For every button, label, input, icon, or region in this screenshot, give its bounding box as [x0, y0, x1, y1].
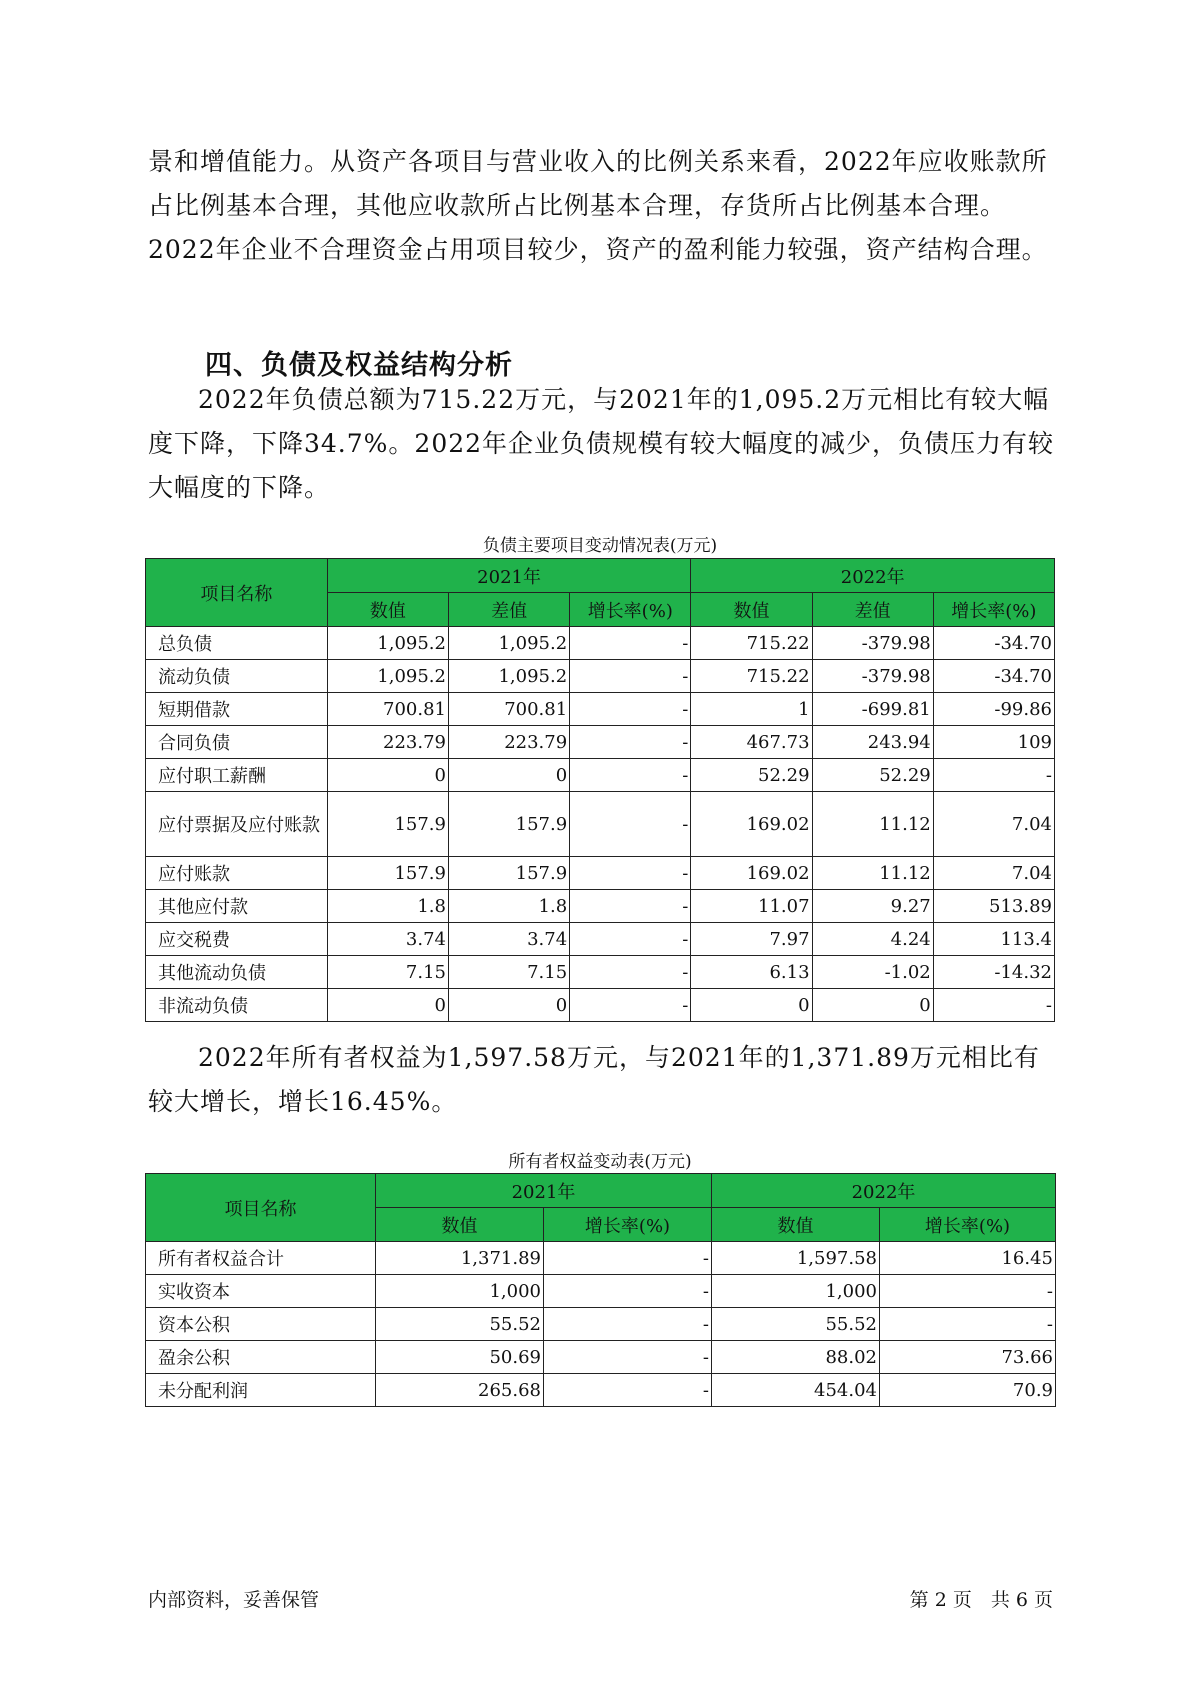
- row-label: 所有者权益合计: [146, 1242, 376, 1275]
- table-cell-g21: -: [544, 1242, 712, 1275]
- row-label: 流动负债: [146, 660, 328, 693]
- table-cell-d21: 1.8: [448, 890, 569, 923]
- table-cell-g21: -: [544, 1308, 712, 1341]
- table-row: [146, 1341, 1056, 1374]
- table-cell-v22: 169.02: [691, 792, 812, 857]
- table-cell-v22: 52.29: [691, 759, 812, 792]
- equity-header-growth-2021: 增长率(%): [544, 1208, 712, 1242]
- table-cell-g21: -: [570, 726, 691, 759]
- row-label: 其他流动负债: [146, 956, 328, 989]
- equity-header-growth-2022: 增长率(%): [880, 1208, 1056, 1242]
- header-diff-2021: 差值: [448, 593, 569, 627]
- table-row: [146, 627, 1055, 660]
- header-growth-2021: 增长率(%): [570, 593, 691, 627]
- header-growth-2022: 增长率(%): [933, 593, 1054, 627]
- row-label: 非流动负债: [146, 989, 328, 1022]
- table-cell-g22: -: [933, 989, 1054, 1022]
- table-cell-g21: -: [570, 693, 691, 726]
- table-cell-d22: -699.81: [812, 693, 933, 726]
- table-row: [146, 857, 1055, 890]
- table-cell-v22: 715.22: [691, 627, 812, 660]
- row-label: 总负债: [146, 627, 328, 660]
- table-cell-v21: 1,095.2: [327, 660, 448, 693]
- table-cell-d22: -379.98: [812, 627, 933, 660]
- table-cell-d22: 52.29: [812, 759, 933, 792]
- table-row: [146, 792, 1055, 857]
- table-row: [146, 923, 1055, 956]
- row-label: 资本公积: [146, 1308, 376, 1341]
- table-cell-v22: 7.97: [691, 923, 812, 956]
- table-cell-g22: 113.4: [933, 923, 1054, 956]
- table-row: [146, 759, 1055, 792]
- table-cell-d22: 9.27: [812, 890, 933, 923]
- table-row: [146, 660, 1055, 693]
- table-cell-v21: 1.8: [327, 890, 448, 923]
- row-label: 盈余公积: [146, 1341, 376, 1374]
- table-cell-d22: -1.02: [812, 956, 933, 989]
- section-heading: 四、负债及权益结构分析: [205, 350, 513, 381]
- row-label: 短期借款: [146, 693, 328, 726]
- table-row: [146, 1374, 1056, 1407]
- table-cell-g21: -: [544, 1275, 712, 1308]
- header-year-2021: 2021年: [327, 559, 691, 593]
- equity-table-caption: 所有者权益变动表(万元): [508, 1152, 692, 1172]
- table-cell-g21: -: [570, 759, 691, 792]
- table-cell-d22: 11.12: [812, 857, 933, 890]
- row-label: 合同负债: [146, 726, 328, 759]
- table-cell-g22: -14.32: [933, 956, 1054, 989]
- table-cell-v21: 223.79: [327, 726, 448, 759]
- liability-table-caption: 负债主要项目变动情况表(万元): [482, 536, 718, 556]
- table-cell-g22: -34.70: [933, 660, 1054, 693]
- table-cell-v21: 157.9: [327, 857, 448, 890]
- table-cell-g22: 73.66: [880, 1341, 1056, 1374]
- table-cell-d22: 4.24: [812, 923, 933, 956]
- table-cell-g21: -: [570, 890, 691, 923]
- table-cell-v21: 1,095.2: [327, 627, 448, 660]
- table-cell-v21: 50.69: [376, 1341, 544, 1374]
- table-cell-v22: 454.04: [712, 1374, 880, 1407]
- liability-table: [145, 558, 1055, 1022]
- table-cell-v21: 3.74: [327, 923, 448, 956]
- table-cell-v22: 1,000: [712, 1275, 880, 1308]
- header-item-name: 项目名称: [146, 559, 328, 627]
- table-row: [146, 726, 1055, 759]
- table-cell-d22: 243.94: [812, 726, 933, 759]
- table-cell-v21: 265.68: [376, 1374, 544, 1407]
- table-cell-d21: 3.74: [448, 923, 569, 956]
- table-row: [146, 693, 1055, 726]
- header-year-2022: 2022年: [691, 559, 1055, 593]
- table-cell-d21: 157.9: [448, 857, 569, 890]
- table-cell-g22: 7.04: [933, 857, 1054, 890]
- table-row: [146, 1308, 1056, 1341]
- table-cell-g21: -: [570, 792, 691, 857]
- table-cell-v22: 6.13: [691, 956, 812, 989]
- table-cell-d21: 1,095.2: [448, 660, 569, 693]
- table-row: [146, 890, 1055, 923]
- row-label: 实收资本: [146, 1275, 376, 1308]
- table-cell-d21: 0: [448, 759, 569, 792]
- table-cell-g21: -: [570, 923, 691, 956]
- table-cell-v21: 7.15: [327, 956, 448, 989]
- table-cell-v21: 55.52: [376, 1308, 544, 1341]
- table-cell-g22: -: [880, 1308, 1056, 1341]
- table-cell-v22: 11.07: [691, 890, 812, 923]
- table-row: [146, 956, 1055, 989]
- header-value-2021: 数值: [327, 593, 448, 627]
- equity-header-year-2021: 2021年: [376, 1174, 712, 1208]
- equity-header-item-name: 项目名称: [146, 1174, 376, 1242]
- table-cell-d21: 1,095.2: [448, 627, 569, 660]
- equity-header-value-2021: 数值: [376, 1208, 544, 1242]
- table-cell-d21: 700.81: [448, 693, 569, 726]
- equity-table: [145, 1173, 1056, 1407]
- table-cell-g22: -: [933, 759, 1054, 792]
- table-cell-d21: 7.15: [448, 956, 569, 989]
- table-row: [146, 1242, 1056, 1275]
- table-cell-v22: 88.02: [712, 1341, 880, 1374]
- row-label: 应交税费: [146, 923, 328, 956]
- row-label: 应付票据及应付账款: [146, 792, 328, 857]
- table-cell-d21: 157.9: [448, 792, 569, 857]
- table-cell-d22: 0: [812, 989, 933, 1022]
- table-cell-g22: -34.70: [933, 627, 1054, 660]
- table-cell-g22: 70.9: [880, 1374, 1056, 1407]
- liability-paragraph: 2022年负债总额为715.22万元，与2021年的1,095.2万元相比有较大幅度下降，下降34.7%。2022年企业负债规模有较大幅度的减少，负债压力有较大幅度的下降。: [148, 385, 1055, 502]
- table-cell-v22: 169.02: [691, 857, 812, 890]
- table-cell-v22: 1: [691, 693, 812, 726]
- footer-confidential-note: 内部资料，妥善保管: [148, 1589, 320, 1611]
- equity-paragraph: 2022年所有者权益为1,597.58万元，与2021年的1,371.89万元相比有较大增长，增长16.45%。: [148, 1043, 1040, 1116]
- table-cell-d22: 11.12: [812, 792, 933, 857]
- header-value-2022: 数值: [691, 593, 812, 627]
- table-cell-v21: 1,000: [376, 1275, 544, 1308]
- header-diff-2022: 差值: [812, 593, 933, 627]
- liability-table-body: [146, 627, 1055, 1022]
- footer-page-number: 第 2 页 共 6 页: [909, 1589, 1053, 1611]
- table-cell-d21: 0: [448, 989, 569, 1022]
- table-cell-v22: 55.52: [712, 1308, 880, 1341]
- row-label: 其他应付款: [146, 890, 328, 923]
- equity-header-value-2022: 数值: [712, 1208, 880, 1242]
- table-cell-g22: -99.86: [933, 693, 1054, 726]
- table-cell-v21: 157.9: [327, 792, 448, 857]
- table-cell-g21: -: [544, 1341, 712, 1374]
- table-cell-g21: -: [570, 627, 691, 660]
- table-cell-g21: -: [570, 660, 691, 693]
- table-row: [146, 989, 1055, 1022]
- row-label: 未分配利润: [146, 1374, 376, 1407]
- table-row: [146, 1275, 1056, 1308]
- table-cell-g21: -: [570, 989, 691, 1022]
- table-cell-g22: 16.45: [880, 1242, 1056, 1275]
- row-label: 应付职工薪酬: [146, 759, 328, 792]
- equity-table-body: [146, 1242, 1056, 1407]
- table-cell-v22: 467.73: [691, 726, 812, 759]
- table-cell-v21: 700.81: [327, 693, 448, 726]
- table-cell-v21: 1,371.89: [376, 1242, 544, 1275]
- intro-paragraph: 景和增值能力。从资产各项目与营业收入的比例关系来看，2022年应收账款所占比例基本合理，其他应收款所占比例基本合理，存货所占比例基本合理。2022年企业不合理资金占用项目较少，资产的盈利能力较强，资产结构合理。: [148, 147, 1048, 264]
- table-cell-v22: 0: [691, 989, 812, 1022]
- table-cell-g21: -: [570, 857, 691, 890]
- table-cell-d21: 223.79: [448, 726, 569, 759]
- equity-header-year-2022: 2022年: [712, 1174, 1056, 1208]
- table-cell-v22: 1,597.58: [712, 1242, 880, 1275]
- table-cell-g22: 109: [933, 726, 1054, 759]
- table-cell-v21: 0: [327, 759, 448, 792]
- row-label: 应付账款: [146, 857, 328, 890]
- table-cell-g21: -: [570, 956, 691, 989]
- table-cell-g22: -: [880, 1275, 1056, 1308]
- table-cell-g21: -: [544, 1374, 712, 1407]
- table-cell-g22: 7.04: [933, 792, 1054, 857]
- table-cell-v21: 0: [327, 989, 448, 1022]
- table-cell-d22: -379.98: [812, 660, 933, 693]
- table-cell-v22: 715.22: [691, 660, 812, 693]
- table-cell-g22: 513.89: [933, 890, 1054, 923]
